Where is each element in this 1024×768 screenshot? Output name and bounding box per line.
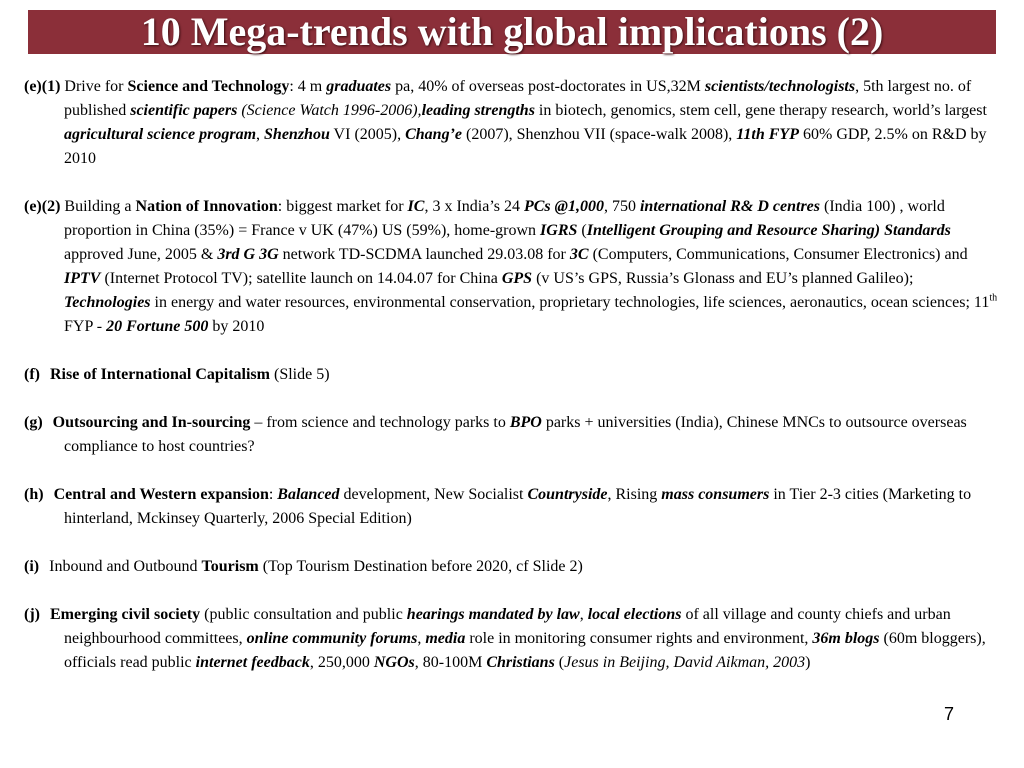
trend-item-text: Christians [486, 654, 555, 671]
trend-item-text: in biotech, genomics, stem cell, gene therapy research, world’s largest [534, 102, 987, 119]
trend-item-text: , 250,000 [309, 654, 374, 671]
trend-item-text: (2007), Shenzhou VII (space-walk 2008), [462, 126, 737, 143]
trend-item [24, 195, 999, 339]
trend-item-text: IGRS [540, 222, 578, 239]
trend-item-text: Central and Western expansion [53, 486, 269, 503]
trend-item-text: Drive for [60, 78, 128, 95]
trend-item-text: Countryside [527, 486, 608, 503]
slide-title-bar [28, 10, 996, 54]
trend-item [24, 555, 999, 579]
slide-title: 10 Mega-trends with global implications (2) [140, 9, 884, 54]
trend-item-text: NGOs [373, 654, 415, 671]
trend-item-text: internet feedback [195, 654, 310, 671]
trend-item-text: of all village and county chiefs and urban neighbourhood committees, [64, 606, 951, 647]
trend-item-text: : biggest market for [277, 198, 408, 215]
trend-item [24, 483, 999, 531]
trend-item [24, 75, 999, 171]
trend-item-text: (Internet Protocol TV); satellite launch on 14.04.07 for China [100, 270, 502, 287]
trend-item-text: pa, 40% of overseas post-doctorates in US,32M [391, 78, 705, 95]
trend-item-label: (h) [24, 486, 44, 503]
trend-item-text: VI (2005), [329, 126, 406, 143]
trend-item-text: Outsourcing and In-sourcing [52, 414, 251, 431]
trend-item-text: international R& D centres [639, 198, 820, 215]
trend-item-text: online community forums [246, 630, 418, 647]
trend-item-text: Inbound and Outbound [49, 558, 202, 575]
trend-item-text: ( [554, 654, 565, 671]
trend-item-text: , [579, 606, 588, 623]
trend-item-text: , [256, 126, 265, 143]
trend-item-text: leading strengths [421, 102, 535, 119]
trend-item-text: , Rising [607, 486, 662, 503]
trend-item-text: 60% GDP, 2.5% on R&D by 2010 [64, 126, 987, 167]
trend-item-text: (60m bloggers), officials read public [64, 630, 986, 671]
trend-item [24, 603, 999, 675]
trend-item-label: (j) [24, 606, 40, 623]
trend-item-text: (v US’s GPS, Russia’s Glonass and EU’s planned Galileo); [532, 270, 914, 287]
trend-item-text: development, New Socialist [339, 486, 528, 503]
trend-item-text: FYP - [64, 318, 107, 335]
trend-item-text: Building a [60, 198, 136, 215]
trend-item-text: agricultural science program [64, 126, 257, 143]
trend-item-text: Balanced [277, 486, 340, 503]
trend-item-text: 3rd G 3G [217, 246, 279, 263]
trend-item-text: Emerging civil society [49, 606, 201, 623]
trend-item-text: Tourism [201, 558, 259, 575]
trend-item-text: parks + universities (India), Chinese MNCs to outsource overseas compliance to host countries? [64, 414, 967, 455]
trend-item-text: in Tier 2-3 cities (Marketing to hinterland, Mckinsey Quarterly, 2006 Special Edition) [64, 486, 972, 527]
trend-item-text: , 80-100M [414, 654, 487, 671]
trend-item-text: 11th FYP [736, 126, 799, 143]
trend-item-text: role in monitoring consumer rights and environment, [465, 630, 813, 647]
trend-item-text: 36m blogs [812, 630, 880, 647]
slide-content [24, 75, 999, 675]
trend-item-text: scientists/technologists [704, 78, 856, 95]
trend-item-text: approved June, 2005 & [64, 246, 218, 263]
trend-item-text: media [425, 630, 466, 647]
trend-item-text: IPTV [64, 270, 101, 287]
trend-item-label: (f) [24, 366, 40, 383]
trend-item-text: Technologies [64, 294, 151, 311]
trend-item-label: (i) [24, 558, 40, 575]
trend-item-text: Science and Technology [127, 78, 290, 95]
page-number: 7 [944, 704, 955, 724]
trend-item-text: Jesus in Beijing, David Aikman, 2003 [564, 654, 806, 671]
trend-item-text: Rise of International Capitalism [49, 366, 270, 383]
trend-item-text: 3C [569, 246, 589, 263]
trend-item [24, 363, 999, 387]
trend-item-label: (e)(2) [24, 198, 61, 215]
trend-item-text: by 2010 [208, 318, 265, 335]
trend-item-text: (public consultation and public [200, 606, 407, 623]
trend-item-text: ( [577, 222, 587, 239]
trend-item-text: , 5th largest no. of published [64, 78, 972, 119]
trend-item-text: network TD-SCDMA launched 29.03.08 for [278, 246, 570, 263]
trend-item [24, 411, 999, 459]
trend-item-label: (e)(1) [24, 78, 61, 95]
trend-item-text: , 3 x India’s 24 [424, 198, 524, 215]
trend-item-text: (Science Watch 1996-2006), [237, 102, 422, 119]
trend-item-text: local elections [587, 606, 682, 623]
trend-item-text: Chang’e [405, 126, 462, 143]
trend-item-text: ) [805, 654, 811, 671]
trend-item-text: Intelligent Grouping and Resource Sharing) Standards [586, 222, 951, 239]
trend-item-label: (g) [24, 414, 43, 431]
trend-item-text: th [989, 292, 998, 304]
trend-item-text: hearings mandated by law [406, 606, 580, 623]
trend-item-text: Nation of Innovation [135, 198, 278, 215]
trend-item-text: BPO [509, 414, 542, 431]
trend-item-text: graduates [326, 78, 392, 95]
trend-item-text: : [268, 486, 278, 503]
trend-item-text: : 4 m [289, 78, 327, 95]
trend-item-text: – from science and technology parks to [250, 414, 510, 431]
trend-item-text: Shenzhou [264, 126, 330, 143]
trend-item-text: 20 Fortune 500 [106, 318, 209, 335]
trend-item-text: scientific papers [130, 102, 238, 119]
trend-item-text: in energy and water resources, environmental conservation, proprietary technologies, life sciences, aeronautics, ocean sciences; 11 [150, 294, 990, 311]
trend-item-text: (Slide 5) [269, 366, 330, 383]
trend-item-text: , [417, 630, 426, 647]
trend-item-text: , 750 [603, 198, 640, 215]
trend-item-text: GPS [501, 270, 533, 287]
trend-item-text: (Top Tourism Destination before 2020, cf Slide 2) [258, 558, 583, 575]
trend-item-text: IC [407, 198, 425, 215]
trend-item-text: (Computers, Communications, Consumer Electronics) and [588, 246, 968, 263]
trend-item-text: mass consumers [661, 486, 770, 503]
trend-item-text: PCs @1,000 [523, 198, 604, 215]
trend-item-text: (India 100) , world proportion in China (35%) = France v UK (47%) US (59%), home-grown [64, 198, 945, 239]
